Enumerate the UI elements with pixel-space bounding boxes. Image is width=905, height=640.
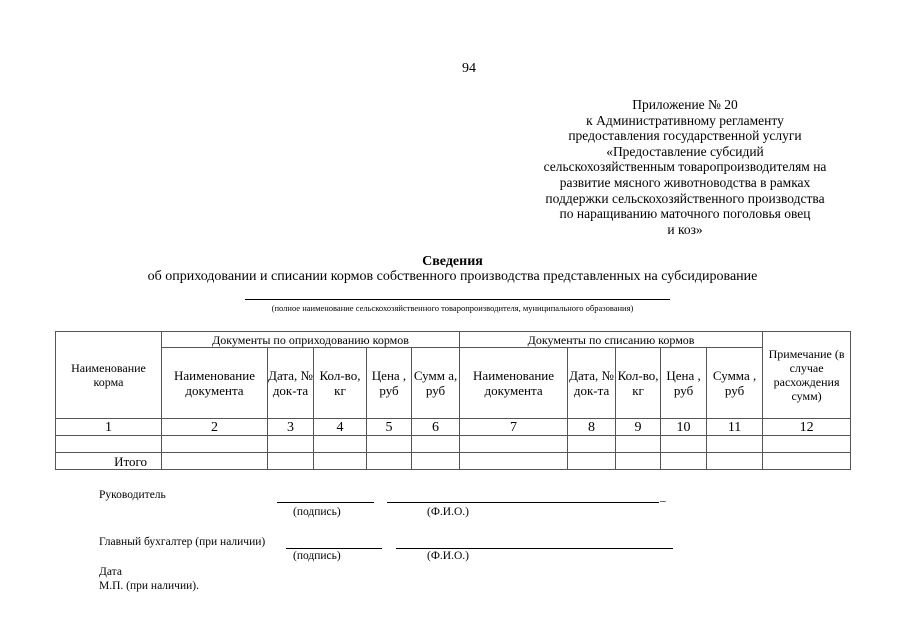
table-cell[interactable] (763, 436, 851, 453)
table-row-empty (56, 436, 851, 453)
appendix-line: по наращиванию маточного поголовья овец (559, 206, 811, 222)
income-group-header: Документы по оприходованию кормов (162, 332, 460, 348)
writeoff-group-header: Документы по списанию кормов (460, 332, 763, 348)
table-cell[interactable] (616, 436, 661, 453)
table-cell[interactable] (661, 453, 707, 470)
chief-name-caption: (Ф.И.О.) (427, 550, 469, 562)
document-title: Сведения (422, 254, 483, 269)
column-number: 11 (707, 419, 763, 436)
head-signature-line[interactable] (277, 502, 374, 503)
table-cell[interactable] (460, 436, 568, 453)
income-sum-header: Сумм а, руб (412, 348, 460, 419)
table-cell[interactable] (314, 436, 367, 453)
table-cell[interactable] (412, 436, 460, 453)
table-cell[interactable] (162, 436, 268, 453)
total-label: Итого (56, 453, 162, 470)
column-number: 4 (314, 419, 367, 436)
writeoff-qty-header: Кол-во, кг (616, 348, 661, 419)
stamp-label: М.П. (при наличии). (99, 580, 199, 592)
table-cell[interactable] (616, 453, 661, 470)
chief-signature-caption: (подпись) (293, 550, 341, 562)
head-trailing-dash: _ (660, 491, 666, 503)
column-number: 8 (568, 419, 616, 436)
column-number: 12 (763, 419, 851, 436)
table-cell[interactable] (56, 436, 162, 453)
table-cell[interactable] (268, 436, 314, 453)
appendix-line: «Предоставление субсидий (606, 143, 764, 159)
chief-accountant-label: Главный бухгалтер (при наличии) (99, 536, 266, 548)
note-header: Примечание (в случае расхождения сумм) (763, 332, 851, 419)
table-cell[interactable] (268, 453, 314, 470)
income-date-header: Дата, № док-та (268, 348, 314, 419)
column-number: 9 (616, 419, 661, 436)
appendix-line: развитие мясного животноводства в рамках (559, 174, 811, 190)
document-subtitle: об оприходовании и списании кормов собственного производства представленных на субсидирование (147, 269, 758, 284)
table-cell[interactable] (763, 453, 851, 470)
org-name-line (245, 299, 670, 300)
table-cell[interactable] (412, 453, 460, 470)
column-number: 7 (460, 419, 568, 436)
chief-signature-line[interactable] (286, 548, 382, 549)
appendix-line: и коз» (667, 221, 703, 237)
writeoff-doc-name-header: Наименование документа (460, 348, 568, 419)
column-number: 2 (162, 419, 268, 436)
table-cell[interactable] (460, 453, 568, 470)
writeoff-sum-header: Сумма , руб (707, 348, 763, 419)
column-number: 6 (412, 419, 460, 436)
column-number: 10 (661, 419, 707, 436)
date-label: Дата (99, 566, 122, 578)
page-number: 94 (462, 61, 476, 76)
table-cell[interactable] (568, 453, 616, 470)
table-cell[interactable] (707, 453, 763, 470)
column-number-row (56, 419, 851, 436)
head-signature-caption: (подпись) (293, 506, 341, 518)
table-header-group-row (56, 332, 851, 348)
income-doc-name-header: Наименование документа (162, 348, 268, 419)
table-cell[interactable] (367, 436, 412, 453)
appendix-line: поддержки сельскохозяйственного производства (545, 190, 825, 206)
org-name-caption: (полное наименование сельскохозяйственного товаропроизводителя, муниципального образования) (271, 303, 634, 313)
table-cell[interactable] (314, 453, 367, 470)
feed-table (55, 331, 851, 470)
table-header-row (56, 348, 851, 419)
table-row-total (56, 453, 851, 470)
head-label: Руководитель (99, 489, 166, 501)
writeoff-date-header: Дата, № док-та (568, 348, 616, 419)
appendix-block (515, 97, 855, 237)
table-cell[interactable] (661, 436, 707, 453)
table-cell[interactable] (568, 436, 616, 453)
column-number: 1 (56, 419, 162, 436)
table-cell[interactable] (707, 436, 763, 453)
column-number: 3 (268, 419, 314, 436)
feed-name-header: Наименование корма (56, 332, 162, 419)
appendix-line: предоставления государственной услуги (568, 128, 802, 144)
appendix-line: Приложение № 20 (632, 97, 738, 112)
chief-name-line[interactable] (396, 548, 673, 549)
table-cell[interactable] (367, 453, 412, 470)
income-price-header: Цена , руб (367, 348, 412, 419)
appendix-line: к Административному регламенту (586, 112, 784, 128)
appendix-line: сельскохозяйственным товаропроизводителям на (543, 159, 827, 175)
head-name-line[interactable] (387, 502, 659, 503)
income-qty-header: Кол-во, кг (314, 348, 367, 419)
head-name-caption: (Ф.И.О.) (427, 506, 469, 518)
table-cell[interactable] (162, 453, 268, 470)
column-number: 5 (367, 419, 412, 436)
writeoff-price-header: Цена , руб (661, 348, 707, 419)
